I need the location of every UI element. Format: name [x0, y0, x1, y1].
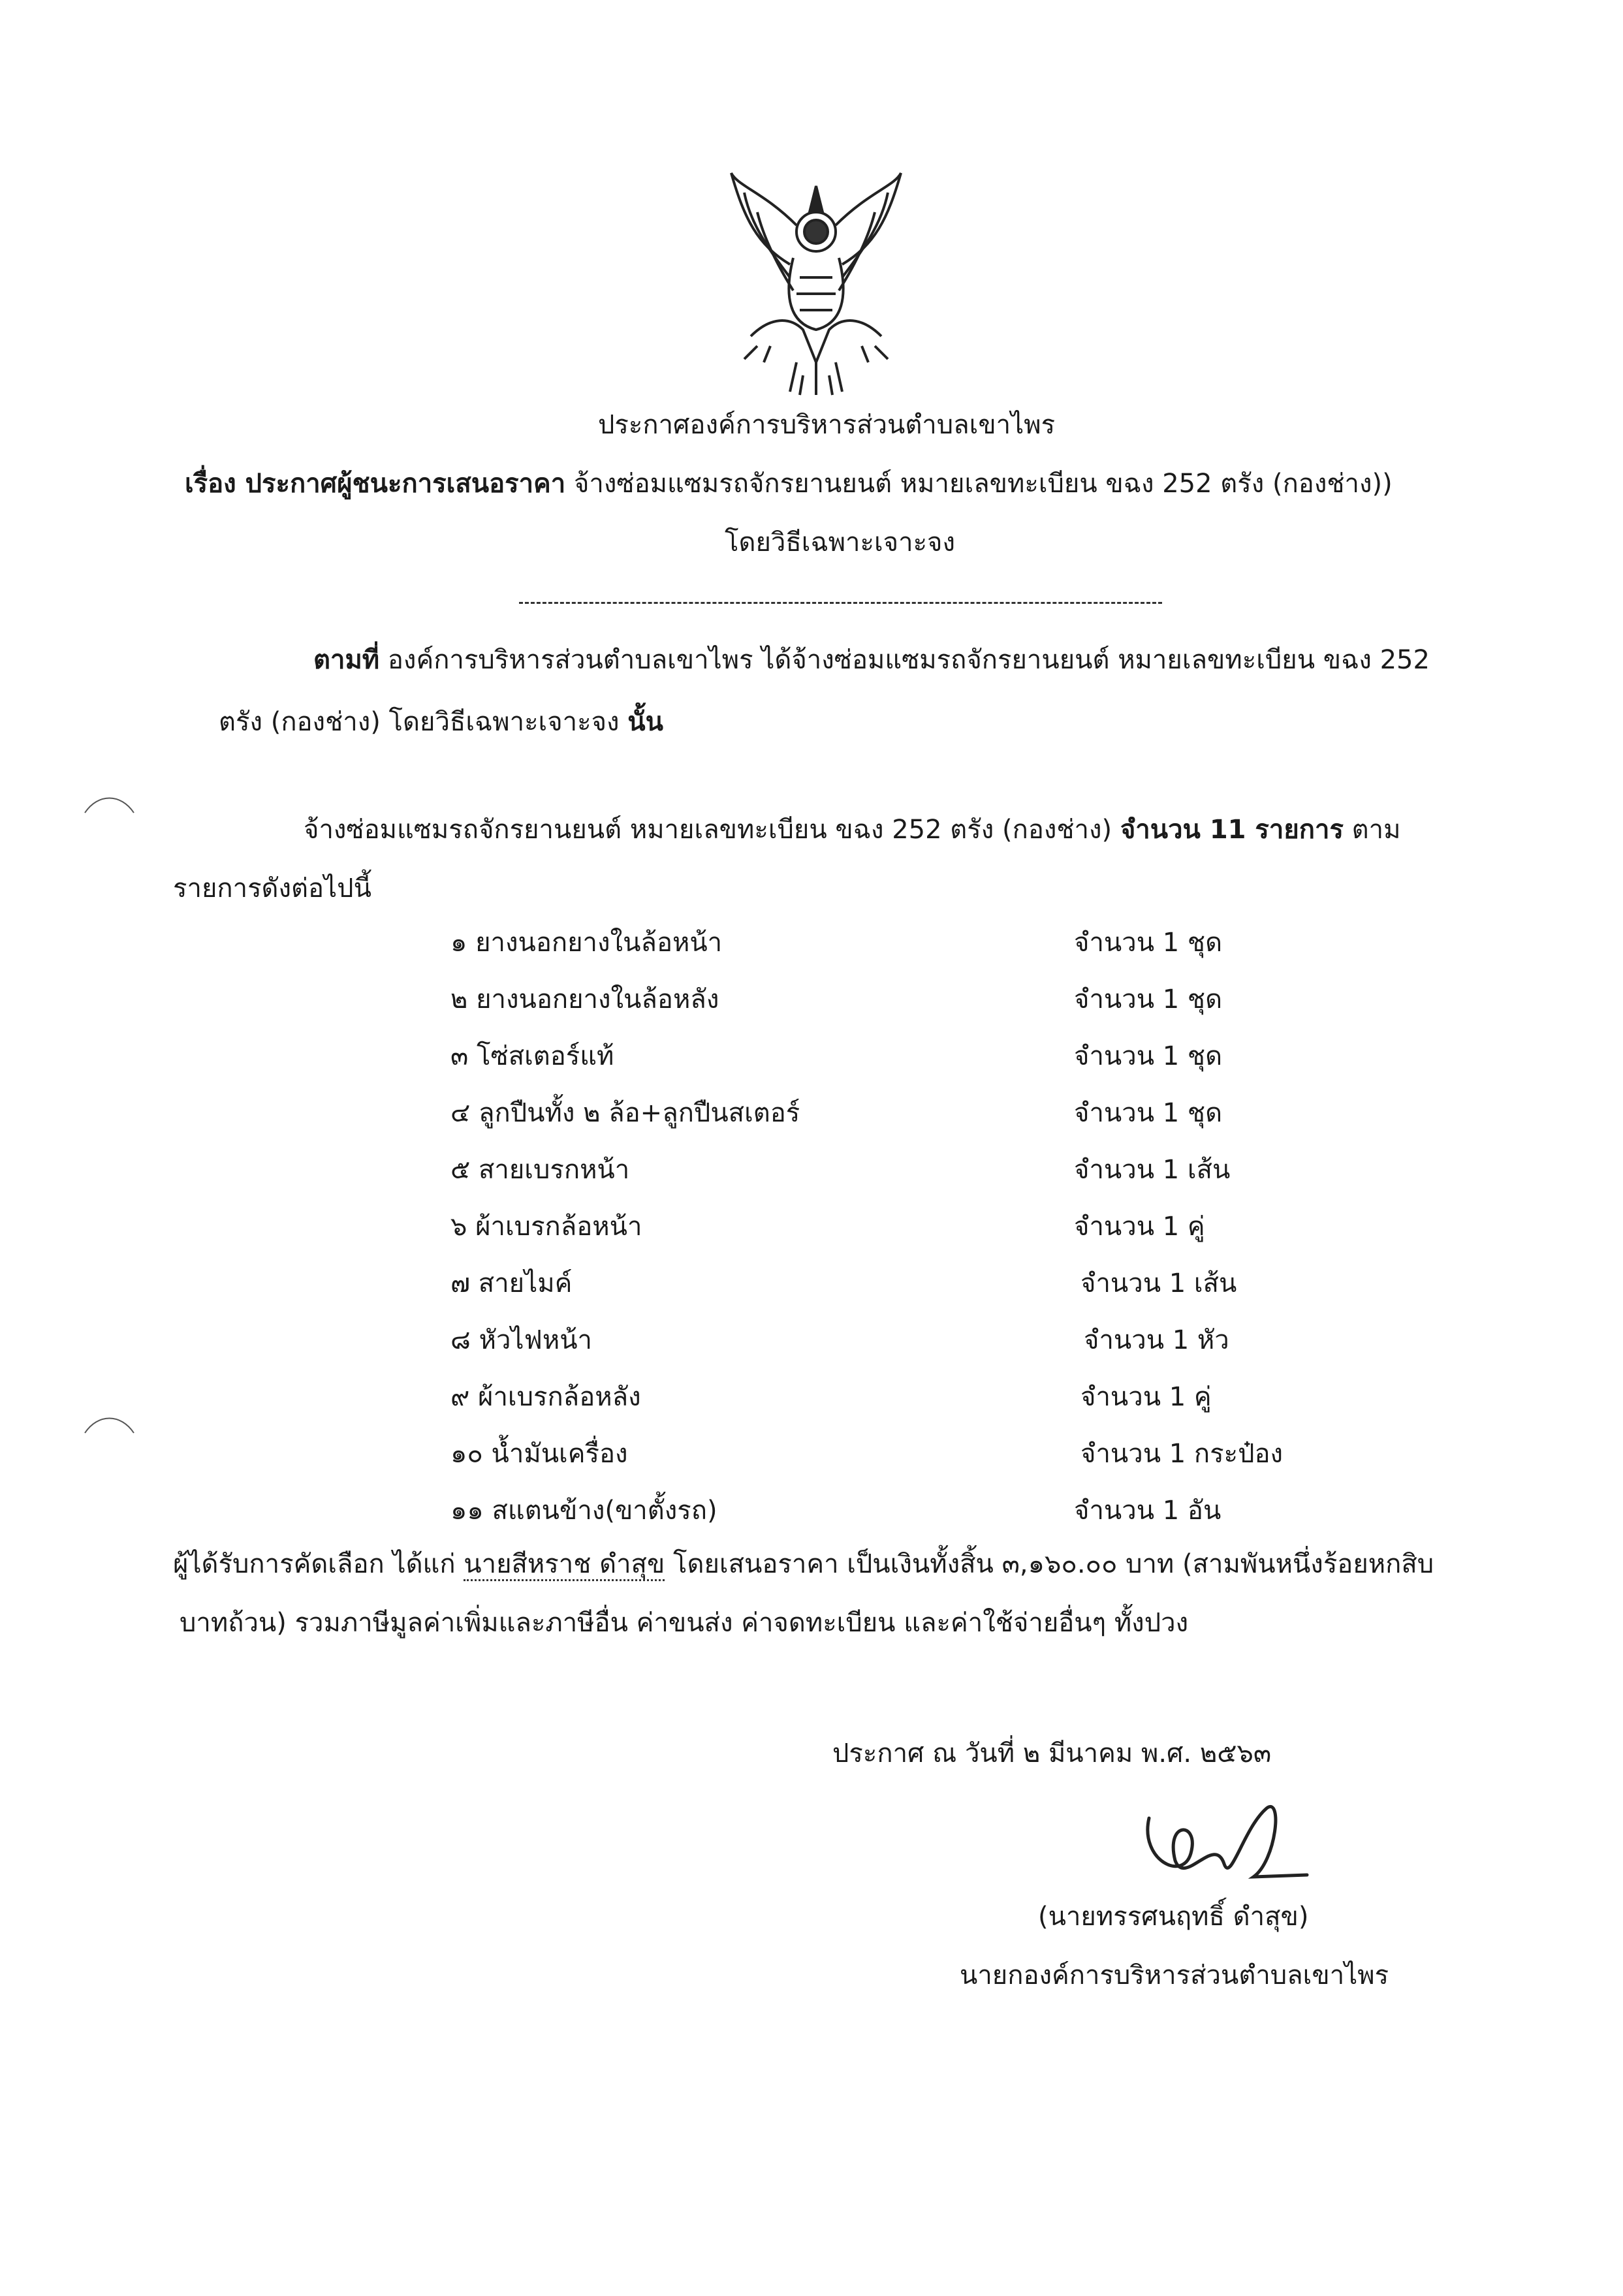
winner-line1 [173, 1547, 1434, 1581]
para1-lead: ตามที่ [313, 645, 380, 675]
para2-text2: รายการดังต่อไปนี้ [173, 873, 371, 904]
list-item-name: ๑ ยางนอกยางในล้อหน้า [450, 928, 723, 958]
subject-label: เรื่อง ประกาศผู้ชนะการเสนอราคา [185, 469, 566, 499]
para2-bold: จำนวน 11 รายการ [1120, 815, 1344, 845]
winner-text2: โดยเสนอราคา เป็นเงินทั้งสิ้น ๓,๑๖๐.๐๐ บาท (สามพันหนึ่งร้อยหกสิบ [673, 1549, 1434, 1579]
para1-line1 [313, 643, 1430, 677]
list-item-name: ๒ ยางนอกยางในล้อหลัง [450, 984, 719, 1014]
date-value: ๒ มีนาคม พ.ศ. ๒๕๖๓ [1022, 1738, 1272, 1769]
dashed-divider [519, 602, 1162, 604]
announcement-org-title: ประกาศองค์การบริหารส่วนตำบลเขาไพร [598, 410, 1056, 440]
list-item-name: ๕ สายเบรกหน้า [450, 1155, 630, 1185]
list-item-name: ๓ โซ่สเตอร์แท้ [450, 1041, 614, 1071]
list-item-qty: จำนวน 1 ชุด [1074, 1041, 1223, 1071]
list-item-qty: จำนวน 1 คู่ [1080, 1382, 1212, 1412]
para1-text2: ตรัง (กองช่าง) โดยวิธีเฉพาะเจาะจง [219, 707, 620, 737]
garuda-emblem [718, 166, 914, 401]
subject-line [185, 467, 1393, 501]
handwritten-signature-icon [1136, 1789, 1312, 1900]
list-item-qty: จำนวน 1 เส้น [1074, 1155, 1231, 1185]
list-item-name: ๙ ผ้าเบรกล้อหลัง [450, 1382, 641, 1412]
winner-text1: ผู้ได้รับการคัดเลือก ได้แก่ [173, 1549, 456, 1579]
announcement-date [832, 1737, 1271, 1770]
list-item-name: ๑๐ น้ำมันเครื่อง [450, 1439, 628, 1469]
date-label: ประกาศ ณ วันที่ [832, 1738, 1015, 1769]
signer-position: นายกองค์การบริหารส่วนตำบลเขาไพร [960, 1960, 1389, 1990]
list-item-qty: จำนวน 1 คู่ [1074, 1212, 1205, 1242]
list-item-name: ๗ สายไมค์ [450, 1268, 573, 1298]
list-item-qty: จำนวน 1 กระป๋อง [1080, 1439, 1284, 1469]
winner-name: นายสีหราช ดำสุข [464, 1549, 665, 1581]
para2-line1 [304, 813, 1400, 847]
winner-text3: บาทถ้วน) รวมภาษีมูลค่าเพิ่มและภาษีอื่น ค่าขนส่ง ค่าจดทะเบียน และค่าใช้จ่ายอื่นๆ ทั้งปวง [180, 1608, 1189, 1638]
list-item-qty: จำนวน 1 ชุด [1074, 1098, 1223, 1128]
para2-text1: จ้างซ่อมแซมรถจักรยานยนต์ หมายเลขทะเบียน ขฉง 252 ตรัง (กองช่าง) [304, 815, 1112, 845]
list-item-name: ๘ หัวไฟหน้า [450, 1325, 593, 1355]
procurement-method: โดยวิธีเฉพาะเจาะจง [725, 527, 956, 558]
list-item-qty: จำนวน 1 หัว [1084, 1325, 1229, 1355]
list-item-name: ๖ ผ้าเบรกล้อหน้า [450, 1212, 642, 1242]
scan-mark [78, 790, 137, 816]
signer-name: (นายทรรศนฤทธิ์ ดำสุข) [1038, 1902, 1309, 1932]
para1-end: นั้น [627, 707, 663, 737]
subject-text: จ้างซ่อมแซมรถจักรยานยนต์ หมายเลขทะเบียน ขฉง 252 ตรัง (กองช่าง)) [573, 469, 1393, 499]
list-item-name: ๑๑ สแตนข้าง(ขาตั้งรถ) [450, 1496, 717, 1526]
scan-mark [78, 1410, 137, 1436]
list-item-qty: จำนวน 1 ชุด [1074, 984, 1223, 1014]
list-item-qty: จำนวน 1 ชุด [1074, 928, 1223, 958]
list-item-qty: จำนวน 1 อัน [1074, 1496, 1221, 1526]
para1-text1: องค์การบริหารส่วนตำบลเขาไพร ได้จ้างซ่อมแซมรถจักรยานยนต์ หมายเลขทะเบียน ขฉง 252 [387, 645, 1430, 675]
list-item-name: ๔ ลูกปืนทั้ง ๒ ล้อ+ลูกปืนสเตอร์ [450, 1098, 800, 1128]
para2-tail: ตาม [1351, 815, 1401, 845]
list-item-qty: จำนวน 1 เส้น [1080, 1268, 1237, 1298]
para1-line2 [219, 705, 663, 739]
